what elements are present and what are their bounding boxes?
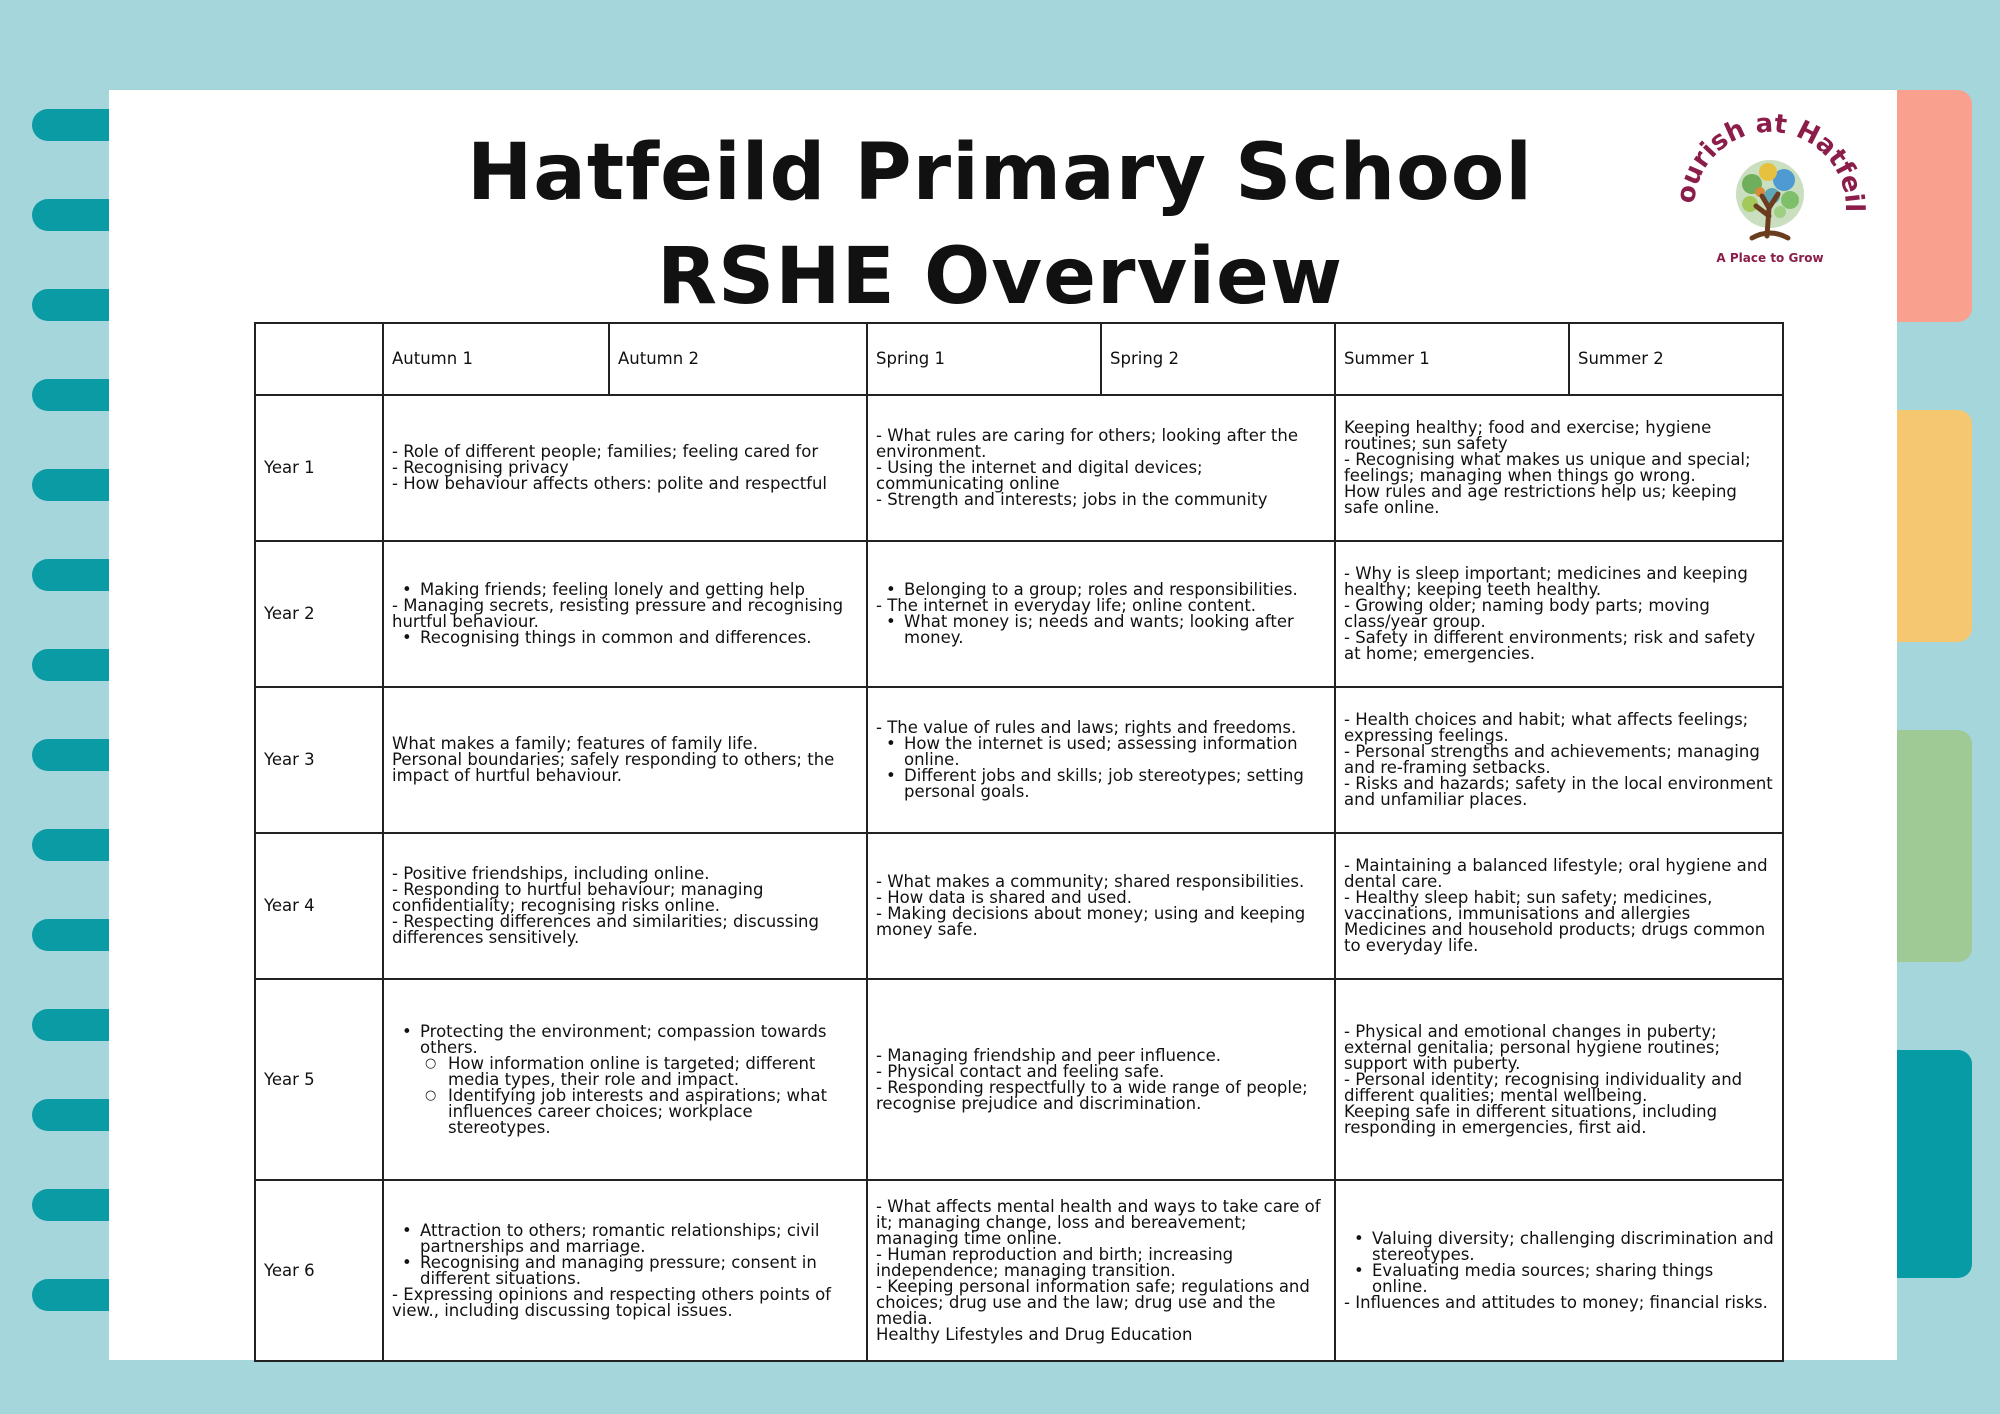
topic-line: - Healthy sleep habit; sun safety; medicines, vaccinations, immunisations and allergies <box>1344 888 1713 923</box>
topic-bullet: • Protecting the environment; compassion towards others. <box>392 1024 858 1056</box>
spring-cell <box>867 395 1335 541</box>
topic-line: - Maintaining a balanced lifestyle; oral hygiene and dental care. <box>1344 856 1768 891</box>
topic-line: - Responding to hurtful behaviour; managing confidentiality; recognising risks online. <box>392 880 764 915</box>
topic-bullet: • Belonging to a group; roles and responsibilities. <box>876 582 1326 598</box>
topic-bullet: • What money is; needs and wants; looking after money. <box>876 614 1326 646</box>
header-cell-empty <box>255 323 383 395</box>
topic-line: - How behaviour affects others: polite and respectful <box>392 474 828 493</box>
spring-cell <box>867 1180 1335 1361</box>
topic-line: - What rules are caring for others; looking after the environment. <box>876 426 1299 461</box>
topic-bullet: • Different jobs and skills; job stereotypes; setting personal goals. <box>876 768 1326 800</box>
topic-line: - Strength and interests; jobs in the community <box>876 490 1268 509</box>
summer-cell <box>1335 979 1783 1180</box>
logo-text: ourish at Hatfeil <box>1672 108 1868 213</box>
spring-cell <box>867 541 1335 687</box>
header-autumn-1: Autumn 1 <box>383 323 609 395</box>
school-logo <box>1672 96 1868 272</box>
header-summer-1: Summer 1 <box>1335 323 1569 395</box>
topic-line: - Recognising privacy <box>392 458 569 477</box>
topic-line: - The internet in everyday life; online content. <box>876 596 1257 615</box>
header-spring-2: Spring 2 <box>1101 323 1335 395</box>
autumn-cell <box>383 833 867 979</box>
topic-line: - Human reproduction and birth; increasing independence; managing transition. <box>876 1244 1234 1280</box>
topic-line: - Positive friendships, including online. <box>392 864 710 883</box>
topic-line: What makes a family; features of family life. <box>392 734 758 753</box>
topic-line: - What makes a community; shared responsibilities. <box>876 872 1305 891</box>
topic-bullet: • How the internet is used; assessing information online. <box>876 736 1326 768</box>
tree-icon <box>1672 96 1868 272</box>
topic-bullet: • Recognising and managing pressure; consent in different situations. <box>392 1255 858 1287</box>
side-tab-yellow <box>1894 410 1972 642</box>
header-summer-2: Summer 2 <box>1569 323 1783 395</box>
topic-line: - Why is sleep important; medicines and keeping healthy; keeping teeth healthy. <box>1344 564 1748 599</box>
topic-bullet: • Recognising things in common and differences. <box>392 630 858 646</box>
topic-line: - Growing older; naming body parts; moving class/year group. <box>1344 596 1710 631</box>
page-subtitle: RSHE Overview <box>656 232 1344 322</box>
autumn-cell <box>383 395 867 541</box>
topic-line: Keeping safe in different situations, including responding in emergencies, first aid. <box>1344 1101 1718 1137</box>
topic-line: - Risks and hazards; safety in the local environment and unfamiliar places. <box>1344 774 1773 809</box>
topic-bullet: • Attraction to others; romantic relationships; civil partnerships and marriage. <box>392 1223 858 1255</box>
topic-line: - Managing friendship and peer influence. <box>876 1045 1222 1065</box>
autumn-cell <box>383 979 867 1180</box>
page-title: Hatfeild Primary School <box>466 128 1534 218</box>
table-row <box>255 833 1783 979</box>
topic-line: - Expressing opinions and respecting others points of view., including discussing topical issues. <box>392 1284 831 1320</box>
topic-line: - Recognising what makes us unique and special; feelings; managing when things go wrong. <box>1344 450 1751 485</box>
topic-line: Personal boundaries; safely responding to others; the impact of hurtful behaviour. <box>392 750 835 785</box>
rshe-overview-table <box>254 322 1784 1362</box>
table-row <box>255 979 1783 1180</box>
logo-tagline: A Place to Grow <box>1716 251 1824 265</box>
topic-line: - How data is shared and used. <box>876 888 1132 907</box>
side-tab-green <box>1894 730 1972 962</box>
autumn-cell <box>383 687 867 833</box>
topic-bullet: • Making friends; feeling lonely and getting help <box>392 582 858 598</box>
topic-line: - Influences and attitudes to money; financial risks. <box>1344 1292 1768 1312</box>
row-label: Year 2 <box>255 541 383 687</box>
spring-cell <box>867 979 1335 1180</box>
topic-line: - Keeping personal information safe; regulations and choices; drug use and the law; drug use and the media. <box>876 1276 1310 1328</box>
topic-line: - Physical and emotional changes in puberty; external genitalia; personal hygiene routines; support with puberty. <box>1344 1021 1721 1073</box>
header-spring-1: Spring 1 <box>867 323 1101 395</box>
summer-cell <box>1335 1180 1783 1361</box>
row-label: Year 1 <box>255 395 383 541</box>
side-tab-teal <box>1894 1050 1972 1278</box>
summer-cell <box>1335 541 1783 687</box>
topic-bullet: ○ Identifying job interests and aspirations; what influences career choices; workplace stereotypes. <box>392 1088 858 1136</box>
spring-cell <box>867 687 1335 833</box>
topic-line: - The value of rules and laws; rights and freedoms. <box>876 718 1297 737</box>
topic-line: - Personal identity; recognising individuality and different qualities; mental wellbeing. <box>1344 1069 1743 1105</box>
topic-line: Keeping healthy; food and exercise; hygiene routines; sun safety <box>1344 418 1712 453</box>
autumn-cell <box>383 1180 867 1361</box>
table-row <box>255 395 1783 541</box>
table-row <box>255 541 1783 687</box>
row-label: Year 6 <box>255 1180 383 1361</box>
summer-cell <box>1335 833 1783 979</box>
summer-cell <box>1335 395 1783 541</box>
topic-bullet: • Evaluating media sources; sharing things online. <box>1344 1263 1774 1295</box>
spring-cell <box>867 833 1335 979</box>
row-label: Year 3 <box>255 687 383 833</box>
topic-line: How rules and age restrictions help us; keeping safe online. <box>1344 482 1737 517</box>
autumn-cell <box>383 541 867 687</box>
topic-bullet: ○ How information online is targeted; different media types, their role and impact. <box>392 1056 858 1088</box>
topic-line: - Making decisions about money; using and keeping money safe. <box>876 904 1306 939</box>
table-row <box>255 687 1783 833</box>
topic-line: - Role of different people; families; feeling cared for <box>392 442 819 461</box>
header-autumn-2: Autumn 2 <box>609 323 867 395</box>
row-label: Year 4 <box>255 833 383 979</box>
topic-line: Healthy Lifestyles and Drug Education <box>876 1324 1193 1344</box>
topic-line: - Responding respectfully to a wide range of people; recognise prejudice and discrimination. <box>876 1077 1308 1113</box>
topic-line: Medicines and household products; drugs common to everyday life. <box>1344 920 1766 955</box>
topic-line: - What affects mental health and ways to take care of it; managing change, loss and bereavement; managing time online. <box>876 1196 1321 1248</box>
topic-line: - Managing secrets, resisting pressure and recognising hurtful behaviour. <box>392 596 844 631</box>
topic-line: - Safety in different environments; risk and safety at home; emergencies. <box>1344 628 1756 663</box>
topic-line: - Health choices and habit; what affects feelings; expressing feelings. <box>1344 710 1749 745</box>
summer-cell <box>1335 687 1783 833</box>
topic-line: - Physical contact and feeling safe. <box>876 1061 1165 1081</box>
table-header-row <box>255 323 1783 395</box>
row-label: Year 5 <box>255 979 383 1180</box>
topic-bullet: • Valuing diversity; challenging discrimination and stereotypes. <box>1344 1231 1774 1263</box>
topic-line: - Using the internet and digital devices; communicating online <box>876 458 1203 493</box>
topic-line: - Respecting differences and similarities; discussing differences sensitively. <box>392 912 819 947</box>
table-row <box>255 1180 1783 1361</box>
topic-line: - Personal strengths and achievements; managing and re-framing setbacks. <box>1344 742 1760 777</box>
